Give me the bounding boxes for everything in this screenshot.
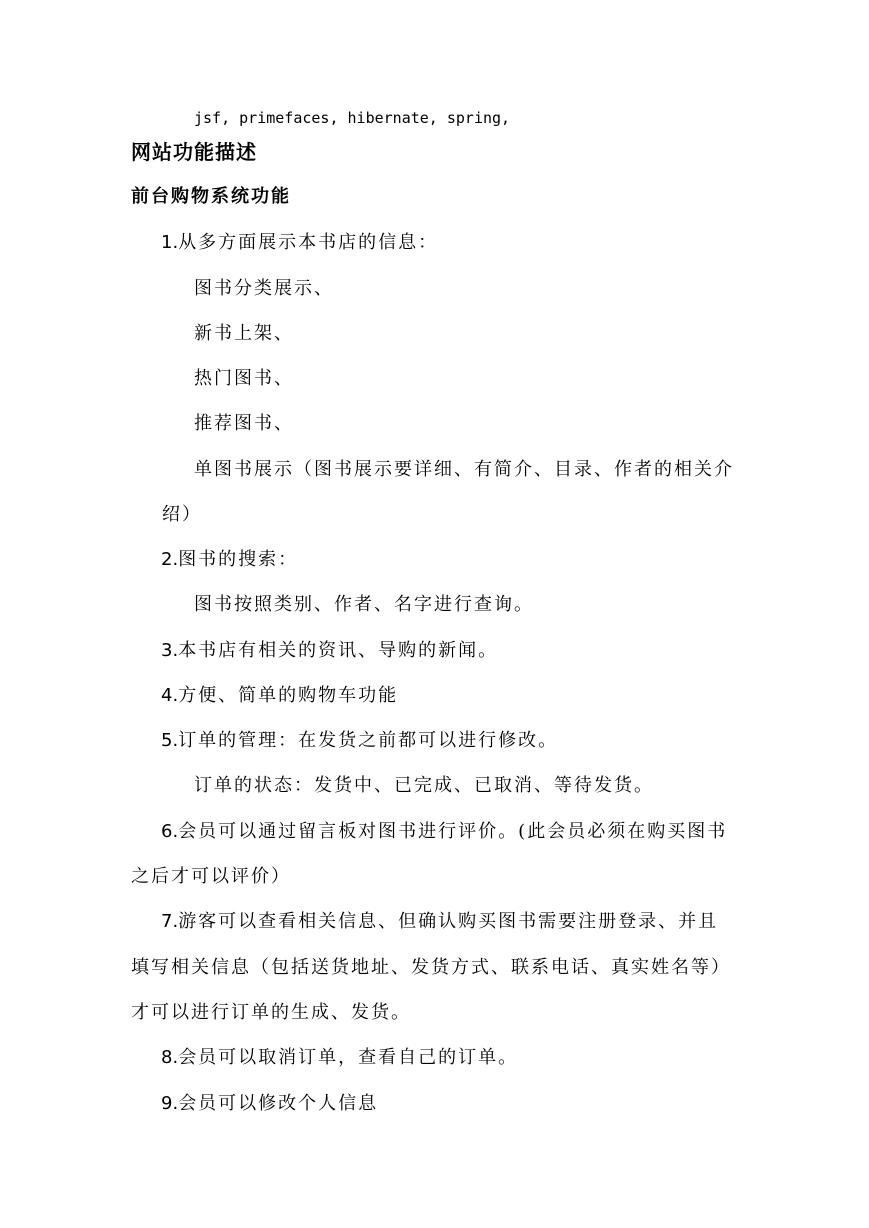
list-item-5 bbox=[161, 729, 558, 753]
list-item-6-cont: 之后才可以评价） bbox=[131, 866, 291, 887]
list-item-number: 9. bbox=[161, 1093, 179, 1114]
list-item-6 bbox=[161, 820, 727, 844]
list-item-4 bbox=[161, 684, 398, 708]
list-item-7-cont2: 才可以进行订单的生成、发货。 bbox=[131, 1002, 411, 1023]
list-item-7 bbox=[161, 910, 718, 934]
item1-sub-5: 单图书展示（图书展示要详细、有简介、目录、作者的相关介 bbox=[194, 459, 734, 480]
list-item-text: 方便、简单的购物车功能 bbox=[178, 685, 399, 706]
list-item-3 bbox=[161, 639, 498, 663]
list-item-2 bbox=[161, 548, 298, 572]
section-subheading: 前台购物系统功能 bbox=[131, 186, 291, 207]
list-item-text: 会员可以修改个人信息 bbox=[178, 1093, 379, 1114]
list-item-number: 1. bbox=[161, 232, 179, 253]
list-item-number: 5. bbox=[161, 730, 179, 751]
item5-sub: 订单的状态：发货中、已完成、已取消、等待发货。 bbox=[194, 775, 654, 796]
list-item-text: 图书的搜索： bbox=[178, 549, 299, 570]
item1-sub-5-cont: 绍） bbox=[162, 504, 202, 525]
list-item-number: 7. bbox=[161, 911, 179, 932]
page-heading: 网站功能描述 bbox=[131, 140, 257, 164]
item1-sub-3: 热门图书、 bbox=[194, 368, 294, 389]
list-item-text: 从多方面展示本书店的信息： bbox=[178, 232, 439, 253]
list-item-text: 会员可以取消订单，查看自己的订单。 bbox=[178, 1047, 519, 1068]
list-item-text: 会员可以通过留言板对图书进行评价。(此会员必须在购买图书 bbox=[178, 821, 728, 842]
list-item-text: 游客可以查看相关信息、但确认购买图书需要注册登录、并且 bbox=[178, 911, 719, 932]
item1-sub-4: 推荐图书、 bbox=[194, 413, 294, 434]
list-item-7-cont: 填写相关信息（包括送货地址、发货方式、联系电话、真实姓名等） bbox=[131, 957, 731, 978]
list-item-number: 2. bbox=[161, 549, 179, 570]
item2-sub: 图书按照类别、作者、名字进行查询。 bbox=[194, 594, 534, 615]
list-item-number: 8. bbox=[161, 1047, 179, 1068]
item1-sub-2: 新书上架、 bbox=[194, 323, 294, 344]
list-item-number: 3. bbox=[161, 640, 179, 661]
list-item-text: 订单的管理：在发货之前都可以进行修改。 bbox=[178, 730, 559, 751]
list-item-number: 6. bbox=[161, 821, 179, 842]
list-item-number: 4. bbox=[161, 685, 179, 706]
tech-stack-line: jsf, primefaces, hibernate, spring, bbox=[194, 109, 511, 127]
list-item-8 bbox=[161, 1046, 518, 1070]
list-item-text: 本书店有相关的资讯、导购的新闻。 bbox=[178, 640, 499, 661]
item1-sub-1: 图书分类展示、 bbox=[194, 278, 334, 299]
list-item-9 bbox=[161, 1092, 378, 1116]
list-item-1 bbox=[161, 231, 438, 255]
